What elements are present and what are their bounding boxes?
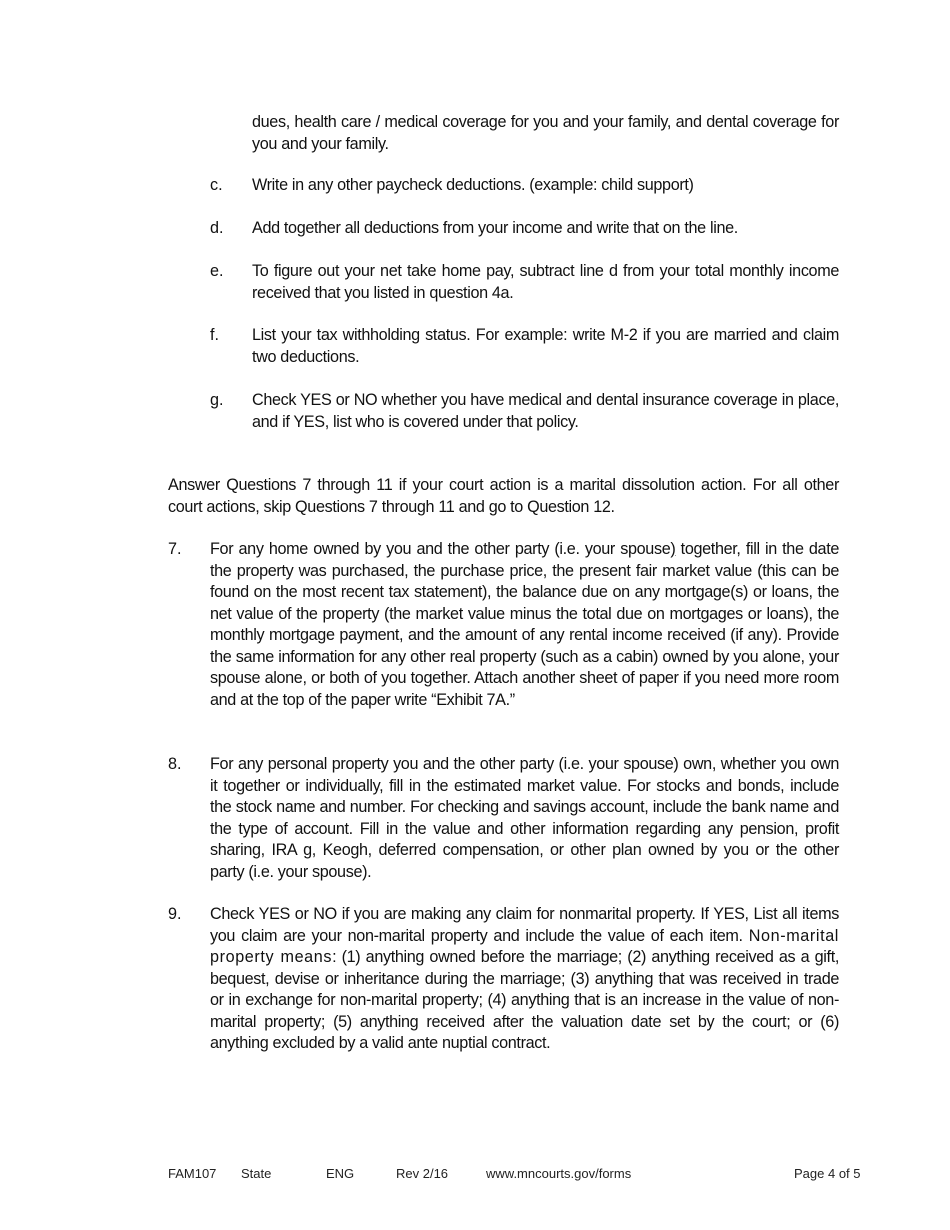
question-7-text-part1: For any home owned by you and the other party (i.e. your spouse [210,540,671,558]
footer-language: ENG [326,1166,355,1181]
question-9-number: 9. [168,905,182,923]
question-9-text-part1: Check YES or NO if you are making any claim for nonmarital property. If YES, List all items you claim are your non-marital property and include the value of each item. [210,905,839,945]
question-7-underlined-char: ) [670,540,676,558]
item-c-text: Write in any other paycheck deductions. (example: child support) [252,176,694,194]
question-7-text [210,539,839,711]
item-f-label: f. [210,326,219,344]
question-8-text: For any personal property you and the other party (i.e. your spouse) own, whether you own it together or individually, fill in the estimated market value. For stocks and bonds, include the stock name and number. For checking and savings account, include the bank name and the type of account. Fill in the value and other information regarding any pension, profit sharing, IRA g, Keogh, deferred compensation, or other plan owned by you or the other party (i.e. your spouse). [210,755,839,881]
footer-page-number: Page 4 of 5 [794,1166,861,1181]
question-9-text-part2: : (1) anything owned before the marriage; (2) anything received as a gift, bequest, devise or inheritance during the marriage; (3) anything that was received in trade or in exchange for non-marital property; (4) anything that is an increase in the value of non-marital property; (5) anything received after the valuation date set by the court; or (6) anything excluded by a valid ante nuptial contract. [210,948,839,1052]
item-e-label: e. [210,262,224,280]
item-d-label: d. [210,219,224,237]
item-d-text: Add together all deductions from your income and write that on the line. [252,219,738,237]
item-g-text: Check YES or NO whether you have medical and dental insurance coverage in place, and if YES, list who is covered under that policy. [252,391,839,431]
item-c-label: c. [210,176,223,194]
question-7-number: 7. [168,540,182,558]
item-b-continuation: dues, health care / medical coverage for you and your family, and dental coverage for you and your family. [252,113,839,153]
item-f-text: List your tax withholding status. For example: write M-2 if you are married and claim two deductions. [252,326,839,366]
item-e-text: To figure out your net take home pay, subtract line d from your total monthly income received that you listed in question 4a. [252,262,839,302]
question-8-number: 8. [168,755,182,773]
question-7-text-part2: together, fill in the date the property was purchased, the purchase price, the present fair market value (this can be found on the most recent tax statement), the balance due on any mortgage(s) or loans, the net value of the property (the market value minus the total due on mortgages or loans), the monthly mortgage payment, and the amount of any rental income received (if any). Provide the same information for any other real property (such as a cabin) owned by you alone, your spouse alone, or both of you together. Attach another sheet of paper if you need more room and at the top of the paper write “Exhibit 7A.” [210,540,840,709]
question-9-text [210,904,839,1055]
footer-website: www.mncourts.gov/forms [486,1166,632,1181]
footer-form-id: FAM107 [168,1166,217,1181]
question-9-term: Non-marital property means [210,926,839,966]
footer-revision: Rev 2/16 [396,1166,449,1181]
intro-paragraph: Answer Questions 7 through 11 if your court action is a marital dissolution action. For all other court actions, skip Questions 7 through 11 and go to Question 12. [168,476,839,516]
footer-state: State [241,1166,272,1181]
item-g-label: g. [210,391,224,409]
